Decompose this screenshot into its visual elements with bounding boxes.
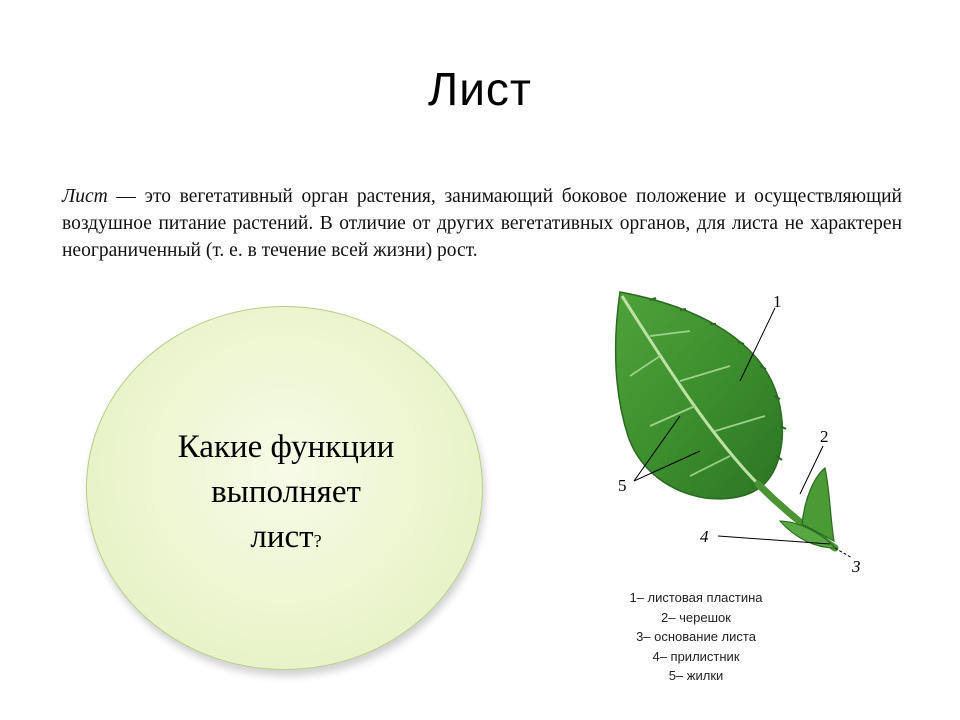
question-line-2: выполняет bbox=[211, 474, 361, 510]
label-3: 3 bbox=[852, 557, 861, 576]
question-line-3 bbox=[86, 515, 486, 564]
definition-term: Лист bbox=[62, 186, 108, 207]
label-1: 1 bbox=[773, 292, 782, 311]
definition-text bbox=[62, 183, 902, 264]
definition-body: — это вегетативный орган растения, занимающий боковое положение и осуществляющий воздушное питание растений. В отличие от других вегетативных органов, для листа не характерен неограниченный (т. е. в течение всей жизни) рост. bbox=[62, 186, 902, 261]
pointer-3 bbox=[835, 548, 852, 558]
legend-item: 5– жилки bbox=[668, 668, 724, 683]
question-line-3-word: лист bbox=[250, 519, 314, 555]
legend-item: 3– основание листа bbox=[636, 629, 756, 644]
leaf-diagram bbox=[590, 286, 890, 586]
label-5: 5 bbox=[618, 476, 627, 495]
legend-item: 4– прилистник bbox=[652, 648, 740, 664]
legend-item: 2– черешок bbox=[661, 609, 731, 625]
label-4: 4 bbox=[700, 527, 709, 546]
label-2: 2 bbox=[820, 427, 829, 446]
question-line-1: Какие функции bbox=[177, 429, 395, 465]
slide-title: Лист bbox=[428, 63, 532, 115]
legend-item: 1– листовая пластина bbox=[629, 590, 763, 605]
question-mark: ? bbox=[313, 531, 322, 551]
question-text bbox=[86, 425, 486, 564]
diagram-legend bbox=[596, 588, 796, 686]
